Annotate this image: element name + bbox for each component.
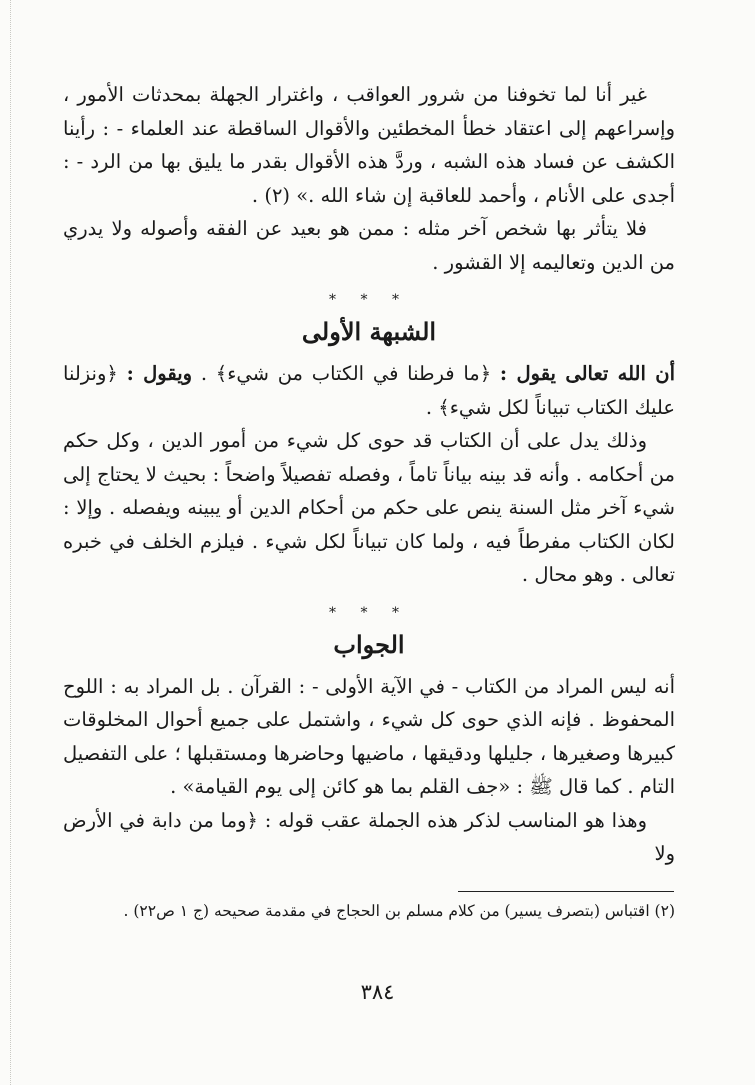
scan-edge [10,0,11,1085]
paragraph-answer: أنه ليس المراد من الكتاب - في الآية الأولى - : القرآن . بل المراد به : اللوح المحفوظ . فإنه الذي حوى كل شيء ، واشتمل على جميع أحوال المخلوقات كبيرها وصغيرها ، جليلها ودقيقها ، ماضيها وحاضرها ومستقبلها ؛ على التفصيل التام . كما قال ﷺ : «جف القلم بما هو كائن إلى يوم القيامة» . [63,674,675,798]
paragraph-intro: غير أنا لما تخوفنا من شرور العواقب ، واغترار الجهلة بمحدثات الأمور ، وإسراعهم إلى اعتقاد خطأ المخطئين والأقوال الساقطة عند العلماء - : رأينا الكشف عن فساد هذه الشبه ، وردَّ هذه الأقوال بقدر ما يليق بها من الرد - : أجدى على الأنام ، وأحمد للعاقبة إن شاء الله .» (٢) . [63,83,675,207]
paragraph-doubt-statement [63,357,675,424]
page-number: ٣٨٤ [360,980,395,1004]
paragraph-doubt-argument: وذلك يدل على أن الكتاب قد حوى كل شيء من أمور الدين ، وكل حكم من أحكامه . وأنه قد بينه بياناً تاماً ، وفصله تفصيلاً واضحاً : بحيث لا يحتاج إلى شيء آخر مثل السنة ينص على حكم من أحكام الدين أو يبينه ويفصله . وإلا : لكان الكتاب مفرطاً فيه ، ولما كان تبياناً لكل شيء . فيلزم الخلف في خبره تعالى . وهو محال . [63,429,675,586]
quran-quote-1: ﴿ما فرطنا في الكتاب من شيء﴾ . [192,362,500,385]
section-separator: * * * [329,604,409,621]
heading-answer: الجواب [333,629,405,659]
main-text [63,78,675,871]
doubt-lead-2: ويقول : [126,362,193,385]
doubt-lead: أن الله تعالى يقول : [499,362,675,385]
footnote: (٢) اقتباس (بتصرف يسير) من كلام مسلم بن الحجاج في مقدمة صحيحه (ج ١ ص٢٢) . [123,902,675,920]
heading-first-doubt: الشبهة الأولى [301,317,437,346]
quran-quote-2: ﴿ونزلنا عليك الكتاب تبياناً لكل شيء﴾ . [63,362,675,419]
paragraph-continuation: فلا يتأثر بها شخص آخر مثله : ممن هو بعيد عن الفقه وأصوله ولا يدري من الدين وتعاليمه إلا القشور . [63,217,675,274]
section-separator: * * * [329,292,409,308]
footnote-divider [458,891,674,892]
paragraph-answer-continued: وهذا هو المناسب لذكر هذه الجملة عقب قوله : ﴿وما من دابة في الأرض ولا [63,808,675,865]
